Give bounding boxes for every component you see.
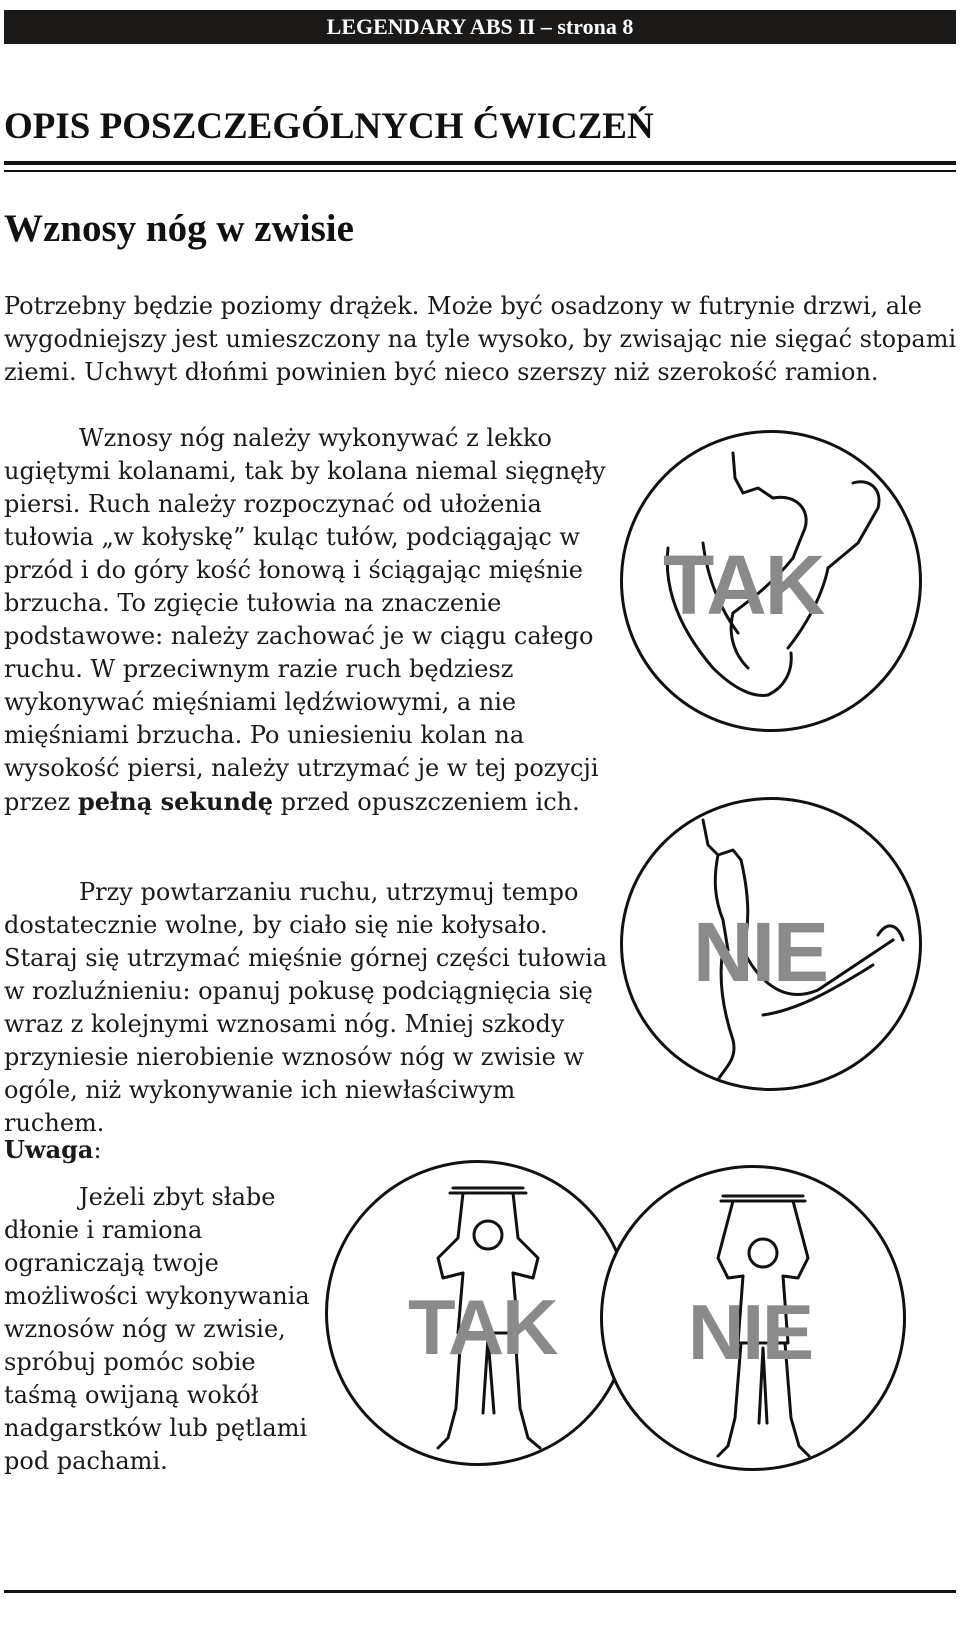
- leg-raise-incorrect-figure: [620, 797, 922, 1091]
- note-label-text: Uwaga: [4, 1135, 94, 1164]
- exercise-title: Wznosy nóg w zwisie: [4, 207, 354, 250]
- note-colon: :: [93, 1136, 102, 1164]
- stamp-nie: NIE: [693, 905, 828, 999]
- hanging-grip-correct-figure: [325, 1160, 631, 1466]
- stamp-nie-grip: NIE: [688, 1288, 813, 1376]
- title-rule-thin: [4, 170, 956, 172]
- hanging-grip-incorrect-figure: [600, 1165, 906, 1471]
- technique-text-end: przed opuszczeniem ich.: [272, 788, 580, 816]
- tempo-paragraph: Przy powtarzaniu ruchu, utrzymuj tempo dostatecznie wolne, by ciało się nie kołysało. Staraj się utrzymać mięśnie górnej części tułowia w rozluźnieniu: opanuj pokusę podciągnięcia się wraz z kolejnymi wznosami nóg. Mniej szkody przyniesie nierobienie wznosów nóg w zwisie w ogóle, niż wykonywanie ich niewłaściwym ruchem.: [4, 878, 608, 1137]
- stamp-tak-grip: TAK: [408, 1283, 557, 1371]
- stamp-tak: TAK: [663, 538, 824, 632]
- note-paragraph: Jeżeli zbyt słabe dłonie i ramiona ograniczają twoje możliwości wykonywania wznosów nóg w zwisie, spróbuj pomóc sobie taśmą owijaną wokół nadgarstków lub pętlami pod pachami.: [4, 1183, 310, 1475]
- title-rule-thick: [4, 161, 956, 165]
- page-header: LEGENDARY ABS II – strona 8: [4, 10, 956, 44]
- intro-paragraph: Potrzebny będzie poziomy drążek. Może być osadzony w futrynie drzwi, ale wygodniejszy jest umieszczony na tyle wysoko, by zwisając nie sięgać stopami ziemi. Uchwyt dłońmi powinien być nieco szerszy niż szerokość ramion.: [4, 292, 957, 386]
- leg-raise-correct-figure: [620, 430, 922, 732]
- emphasis-text: pełną sekundę: [77, 787, 273, 816]
- technique-text: Wznosy nóg należy wykonywać z lekko ugiętymi kolanami, tak by kolana niemal sięgnęły piersi. Ruch należy rozpoczynać od ułożenia tułowia „w kołyskę” kuląc tułów, podciągając w przód i do góry kość łonową i ściągając mięśnie brzucha. To zgięcie tułowia na znaczenie podstawowe: należy zachować je w ciągu całego ruchu. W przeciwnym razie ruch będziesz wykonywać mięśniami lędźwiowymi, a nie mięśniami brzucha. Po uniesieniu kolan na wysokość piersi, należy utrzymać je w tej pozycji przez: [4, 424, 606, 816]
- bottom-rule: [4, 1590, 956, 1593]
- section-title: OPIS POSZCZEGÓLNYCH ĆWICZEŃ: [4, 106, 654, 147]
- technique-paragraph: [4, 422, 620, 819]
- note-label: [4, 1133, 102, 1167]
